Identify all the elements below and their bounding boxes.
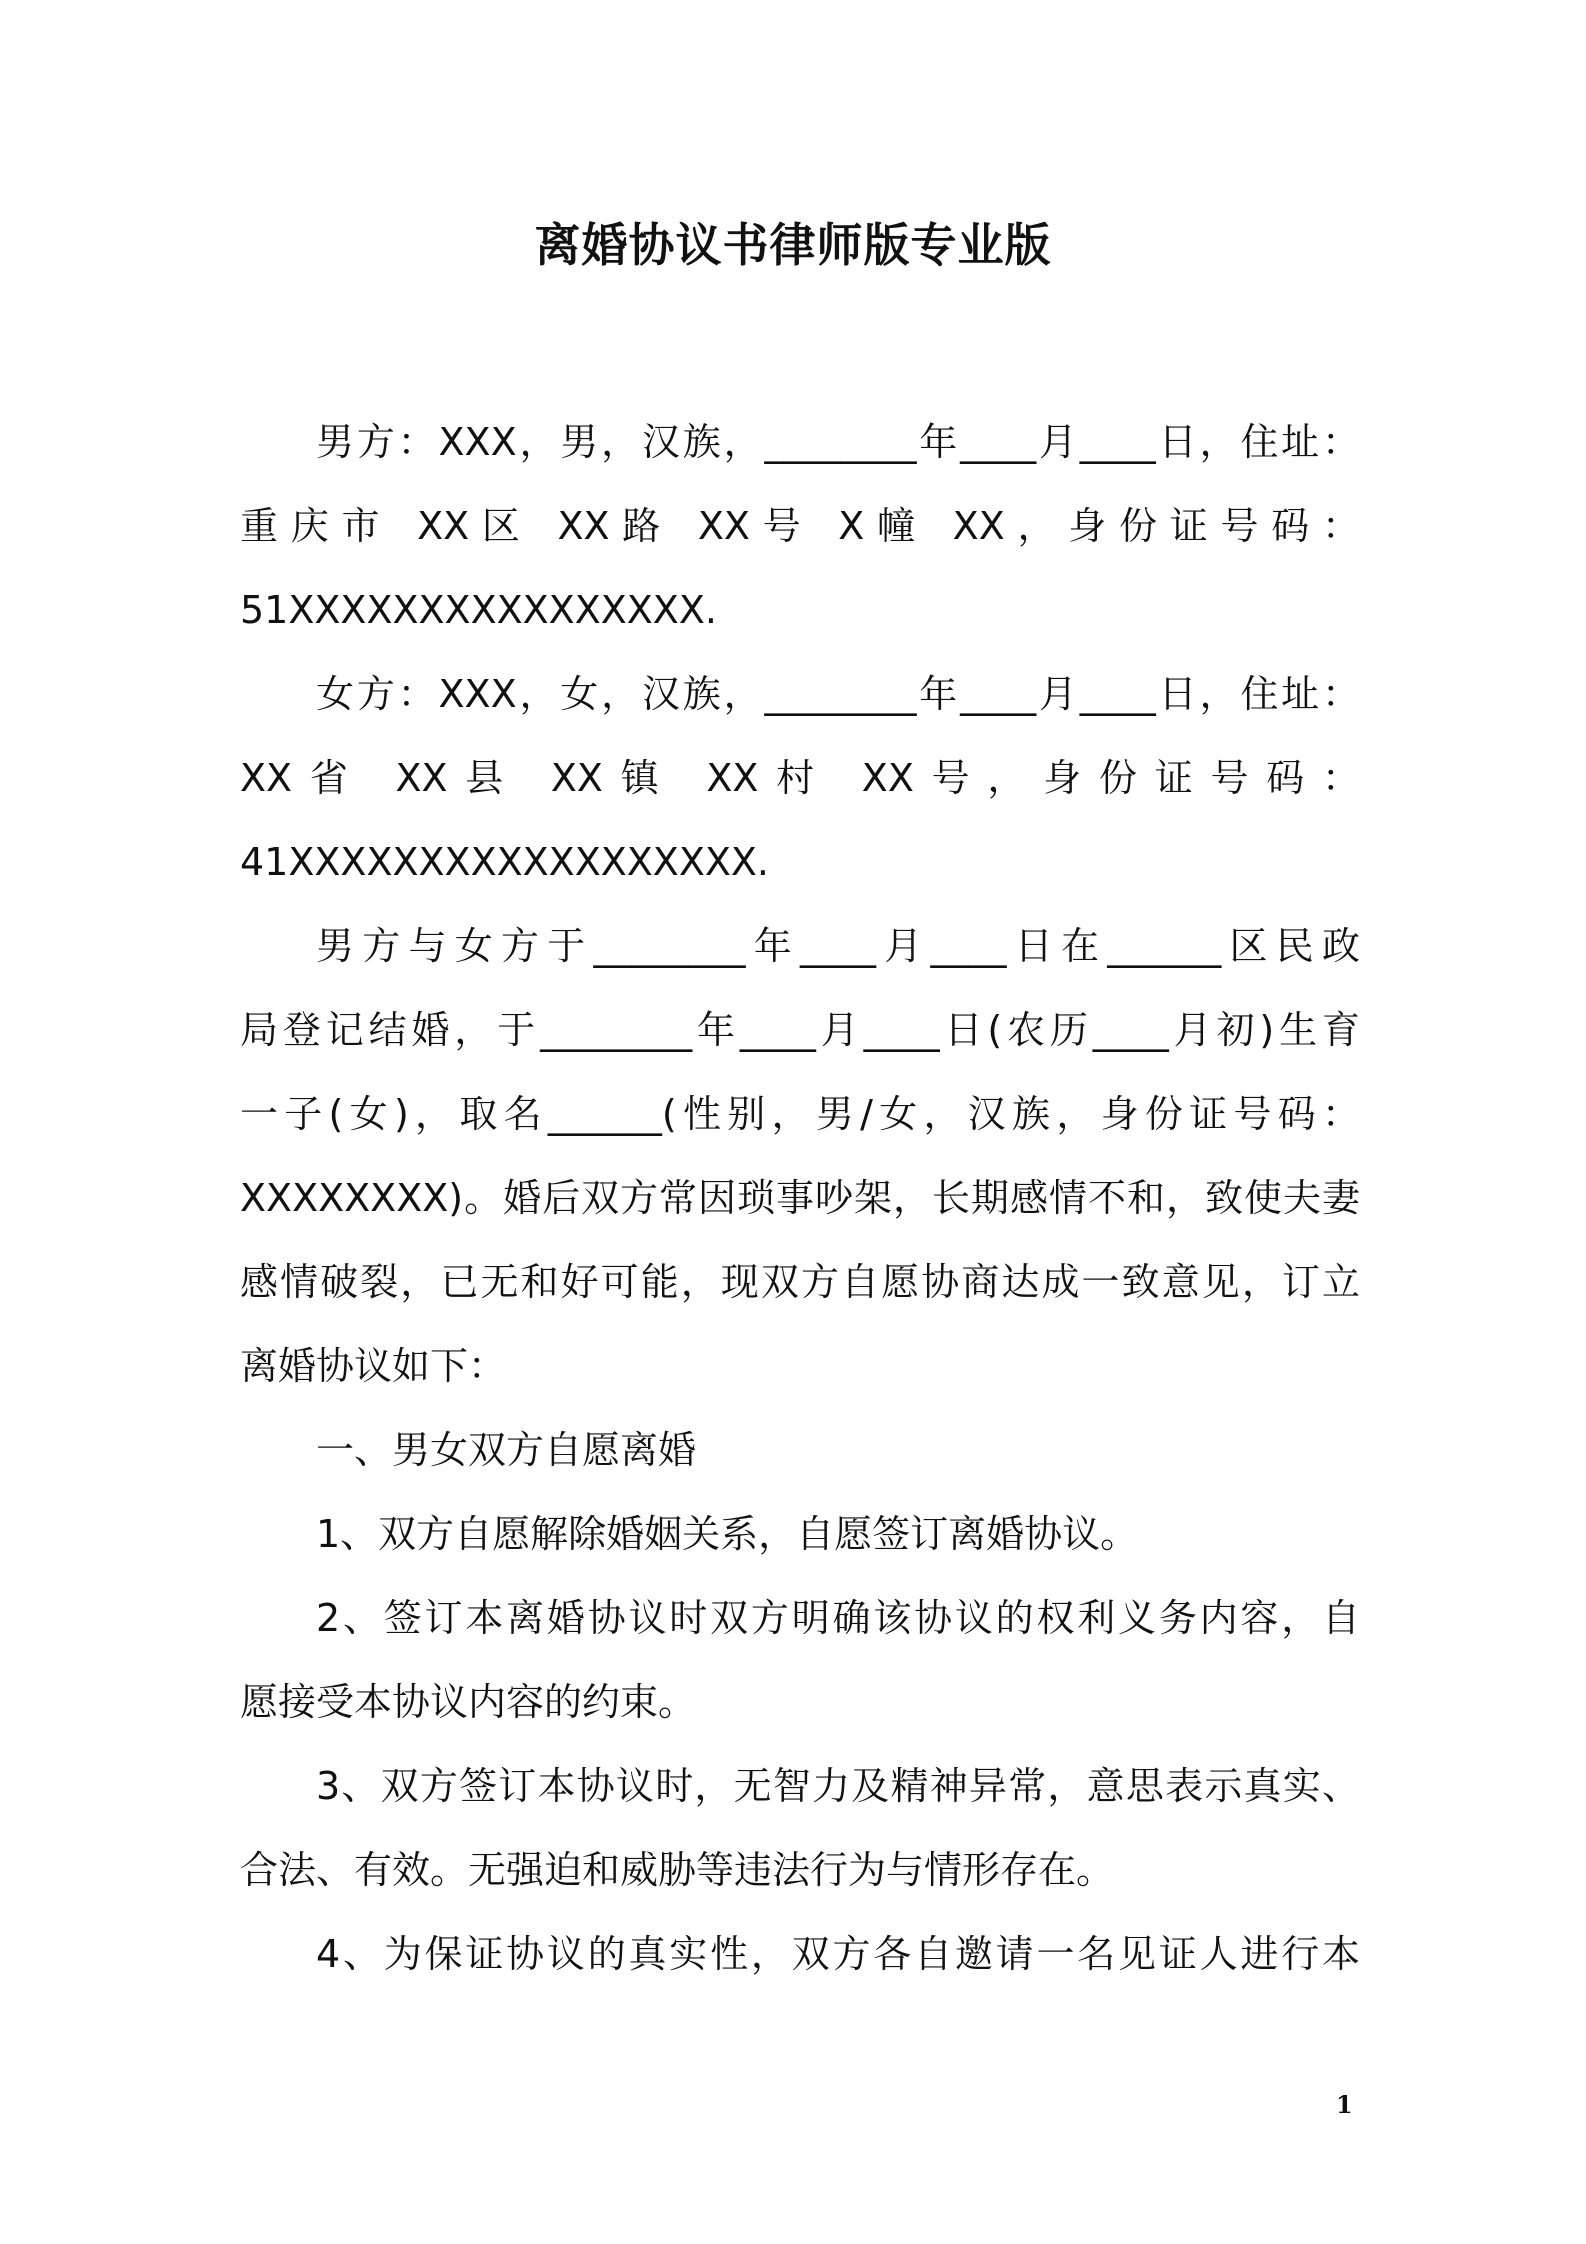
text-line: 4、为保证协议的真实性，双方各自邀请一名见证人进行本 [316, 1932, 1360, 1976]
paragraph-marriage-background [240, 904, 1360, 1408]
text-line: 51XXXXXXXXXXXXXXXX. [240, 588, 717, 632]
text-line: 一、男女双方自愿离婚 [316, 1428, 697, 1472]
paragraph-male-party [240, 400, 1360, 652]
text-line: 感情破裂，已无和好可能，现双方自愿协商达成一致意见，订立 [240, 1260, 1360, 1304]
document-body [240, 400, 1360, 1996]
text-line: 一子(女)，取名______(性别，男/女，汉族，身份证号码： [240, 1092, 1360, 1136]
clause-3 [240, 1744, 1360, 1912]
text-line: 男方与女方于________年____月____日在______区民政 [316, 924, 1360, 968]
text-line: 愿接受本协议内容的约束。 [240, 1680, 697, 1724]
text-line: 重庆市 XX区 XX路 XX号 X幢 XX，身份证号码： [240, 504, 1360, 548]
clause-4 [240, 1912, 1360, 1996]
page-number: 1 [1336, 2090, 1353, 2119]
text-line: 3、双方签订本协议时，无智力及精神异常，意思表示真实、 [316, 1764, 1360, 1808]
text-line: 局登记结婚，于________年____月____日(农历____月初)生育 [240, 1008, 1360, 1052]
document-title: 离婚协议书律师版专业版 [534, 218, 1052, 272]
text-line: 合法、有效。无强迫和威胁等违法行为与情形存在。 [240, 1848, 1115, 1892]
text-line: 男方：XXX，男，汉族，________年____月____日，住址： [316, 420, 1360, 464]
text-line: 2、签订本离婚协议时双方明确该协议的权利义务内容，自 [316, 1596, 1360, 1640]
text-line: 41XXXXXXXXXXXXXXXXXX. [240, 840, 770, 884]
section-heading [240, 1408, 1360, 1492]
text-line: XXXXXXXX)。婚后双方常因琐事吵架，长期感情不和，致使夫妻 [240, 1176, 1360, 1220]
text-line: XX省 XX县 XX镇 XX村 XX号，身份证号码： [240, 756, 1360, 800]
text-line: 离婚协议如下： [240, 1344, 507, 1388]
clause-2 [240, 1576, 1360, 1744]
paragraph-female-party [240, 652, 1360, 904]
text-line: 女方：XXX，女，汉族，________年____月____日，住址： [316, 672, 1360, 716]
clause-1 [240, 1492, 1360, 1576]
text-line: 1、双方自愿解除婚姻关系，自愿签订离婚协议。 [316, 1512, 1139, 1556]
